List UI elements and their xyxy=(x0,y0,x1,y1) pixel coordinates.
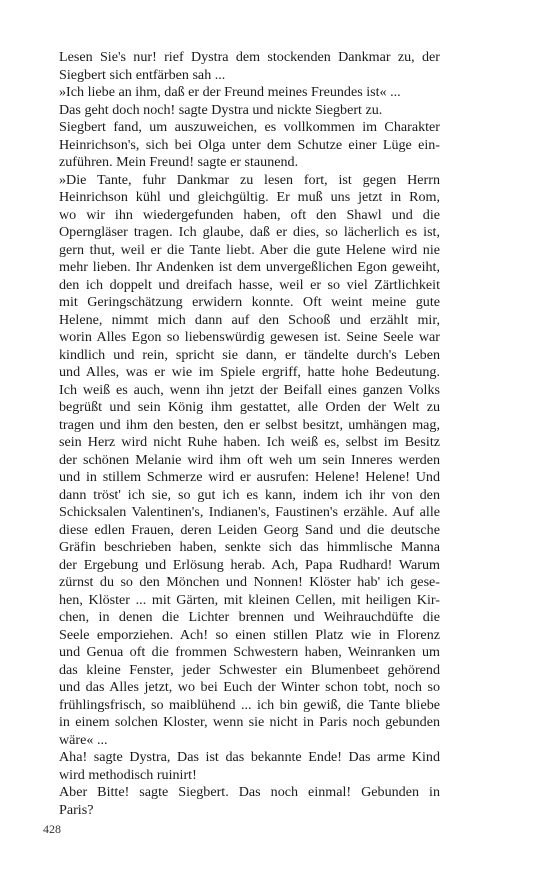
paragraph-6 xyxy=(43,749,440,784)
text-line: und das Alles jetzt, wo bei Euch der Winter schon tobt, noch so xyxy=(59,679,440,695)
text-line: der schönen Melanie wird ihm oft weh um sein Inneres werden xyxy=(59,451,440,468)
text-line: Heinrichson kühl und gleichgültig. Er muß uns jetzt in Rom, xyxy=(59,189,440,205)
paragraph-2 xyxy=(43,84,440,102)
text-line: Operngläser tragen. Ich glaube, daß er dies, so lächerlich es ist, xyxy=(59,224,440,240)
text-line: Schicksalen Valentinen's, Indianen's, Faustinen's erzähle. Auf alle xyxy=(59,504,440,520)
text-line: Siegbert sich entfärben sah ... xyxy=(59,66,226,83)
text-line: dann tröst' ich sie, so gut ich es kann, indem ich ihr von den xyxy=(59,486,440,503)
text-line: Paris? xyxy=(59,801,94,818)
text-line: Das geht doch noch! sagte Dystra und nickte Siegbert zu. xyxy=(59,101,383,118)
text-line: Heinrichson's, sich bei Olga unter dem Schutze einer Lüge ein- xyxy=(59,136,440,153)
paragraph-7 xyxy=(43,784,440,819)
text-line: wäre« ... xyxy=(59,731,108,748)
paragraph-3 xyxy=(43,102,440,120)
text-line: den ich doppelt und dreifach hasse, weil er so viel Zärtlichkeit xyxy=(59,276,440,293)
text-line: frühlingsfrisch, so maiblühend ... ich bin gewiß, die Tante bliebe xyxy=(59,696,440,713)
text-line: chen, in denen die Lichter brennen und Weihrauchdüfte die xyxy=(59,609,440,625)
page-number: 428 xyxy=(43,822,61,836)
text-line: Lesen Sie's nur! rief Dystra dem stockenden Dankmar zu, der xyxy=(59,49,440,65)
text-line: Gräfin beschrieben haben, senkte sich das himmlische Manna xyxy=(59,539,440,555)
text-line: kindlich und rein, spricht sie dann, er tändelte durch's Leben xyxy=(59,346,440,363)
text-line: und in stillem Schmerze wird er ausrufen: Helene! Helene! Und xyxy=(59,469,440,485)
text-line: Helene, nimmt mich dann auf den Schooß und erzählt mir, xyxy=(59,311,440,328)
text-line: hen, Klöster ... mit Gärten, mit kleinen Cellen, mit heiligen Kir- xyxy=(59,591,440,608)
text-line: sein Herz wird nicht Ruhe haben. Ich weiß es, selbst im Besitz xyxy=(59,434,440,450)
text-line: begrüßt und sein König ihm gestattet, alle Orden der Welt zu xyxy=(59,399,440,415)
text-line: zürnst du so den Mönchen und Nonnen! Klöster hab' ich gese- xyxy=(59,574,440,590)
text-line: Aha! sagte Dystra, Das ist das bekannte Ende! Das arme Kind xyxy=(59,749,440,765)
text-line: »Ich liebe an ihm, daß er der Freund meines Freundes ist« ... xyxy=(59,84,401,100)
text-line: Ich weiß es auch, wenn ihn jetzt der Beifall eines ganzen Volks xyxy=(59,381,440,398)
text-line: wird methodisch ruinirt! xyxy=(59,766,197,783)
text-line: diese edlen Frauen, deren Leiden Georg Sand und die deutsche xyxy=(59,521,440,538)
text-line: mehr lieben. Ihr Andenken ist dem unvergeßlichen Egon geweiht, xyxy=(59,259,440,275)
text-line: Seele emporziehen. Ach! so einen stillen Platz wie in Florenz xyxy=(59,626,440,643)
text-line: das kleine Fenster, jeder Schwester ein Blumenbeet gehörend xyxy=(59,661,440,678)
paragraph-4 xyxy=(43,119,440,172)
text-line: »Die Tante, fuhr Dankmar zu lesen fort, ist gegen Herrn xyxy=(59,171,440,188)
text-line: mit Geringschätzung erwidern konnte. Oft weint meine gute xyxy=(59,294,440,310)
text-line: tragen und ihm den besten, den er selbst besitzt, umhängen mag, xyxy=(59,416,440,433)
paragraph-1 xyxy=(43,49,440,84)
text-line: worin Alles Egon so liebenswürdig gewesen ist. Seine Seele war xyxy=(59,329,440,345)
text-line: Siegbert fand, um auszuweichen, es vollkommen im Charakter xyxy=(59,119,440,135)
text-line: der Ergebung und Erlösung herab. Ach, Papa Rudhard! Warum xyxy=(59,556,440,573)
text-line: in einem solchen Kloster, wenn sie nicht in Paris noch gebunden xyxy=(59,714,440,730)
paragraph-5-letter xyxy=(43,172,440,750)
text-line: wo wir ihn wiedergefunden haben, oft den Shawl und die xyxy=(59,206,440,223)
text-line: zuführen. Mein Freund! sagte er staunend. xyxy=(59,154,299,170)
text-line: und Alles, was er wie im Spiele ergriff, hatte hohe Bedeutung. xyxy=(59,364,440,380)
text-line: Aber Bitte! sagte Siegbert. Das noch einmal! Gebunden in xyxy=(59,784,440,800)
text-line: gern thut, weil er die Tante liebt. Aber die gute Helene wird nie xyxy=(59,241,440,258)
book-page-text xyxy=(43,49,440,819)
text-line: und Genua oft die frommen Schwestern haben, Weinranken um xyxy=(59,644,440,660)
